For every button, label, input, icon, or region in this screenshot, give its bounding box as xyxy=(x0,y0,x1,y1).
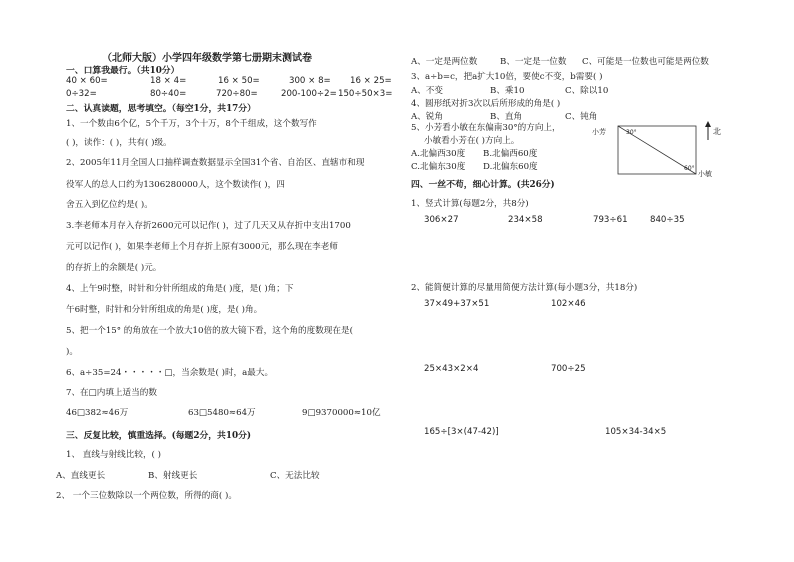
fill-item: 9□9370000≈10亿 xyxy=(302,408,381,418)
option: B、射线更长 xyxy=(148,471,198,481)
north-label: 北 xyxy=(713,127,721,136)
option: A、直线更长 xyxy=(56,471,106,481)
option: A、不变 xyxy=(411,86,443,96)
calc-item: 37×49+37×51 xyxy=(424,299,490,309)
option: C、钝角 xyxy=(565,112,598,122)
option: B.北偏西60度 xyxy=(483,149,538,159)
calc-item: 840÷35 xyxy=(650,215,685,225)
direction-diagram xyxy=(588,118,728,180)
option: C.北偏东30度 xyxy=(411,162,466,172)
option: C、可能是一位数也可能是两位数 xyxy=(582,57,709,67)
option: D.北偏东60度 xyxy=(483,162,538,172)
question-text: 6、a÷35=24・・・・・□，当余数是( )时，a最大。 xyxy=(66,368,274,378)
calc-item: 700÷25 xyxy=(551,364,586,374)
calc-item: 25×43×2×4 xyxy=(424,364,479,374)
question-text: 1、一个数由6个亿，5个千万，3个十万，8个千组成，这个数写作 xyxy=(66,119,317,129)
question-text: ( )，读作：( )，共有( )级。 xyxy=(66,138,172,148)
option: C、无法比较 xyxy=(270,471,320,481)
page-title: （北师大版）小学四年级数学第七册期末测试卷 xyxy=(102,53,312,64)
north-arrowhead-icon xyxy=(705,121,711,127)
oral-item: 16 × 25= xyxy=(350,76,392,86)
sec3-heading: 三、反复比较，慎重选择。(每题2分，共10分) xyxy=(66,431,252,441)
question-text: 4、上午9时整，时针和分针所组成的角是( )度，是( )角；下 xyxy=(66,284,294,294)
option: A、锐角 xyxy=(411,112,443,122)
oral-item: 40 × 60= xyxy=(66,76,108,86)
oral-item: 200-100÷2= xyxy=(281,89,337,99)
question-text: 2、 一个三位数除以一个两位数，所得的商( )。 xyxy=(56,491,237,501)
fill-item: 63□5480≈64万 xyxy=(188,408,256,418)
question-text: 2、2005年11月全国人口抽样调查数据显示全国31个省、自治区、直辖市和现 xyxy=(66,158,365,168)
fill-item: 46□382≈46万 xyxy=(66,408,129,418)
calc-item: 793÷61 xyxy=(593,215,628,225)
question-text: 元可以记作( )，如果李老师上个月存折上原有3000元，那么现在李老师 xyxy=(66,242,338,252)
angle-bottom-label: 60° xyxy=(684,165,695,172)
question-text: 7、在□内填上适当的数 xyxy=(66,388,157,398)
oral-item: 300 × 8= xyxy=(289,76,331,86)
question-text: 1、 直线与射线比较，( ) xyxy=(66,450,161,460)
calc-item: 102×46 xyxy=(551,299,586,309)
xiaofang-label: 小芳 xyxy=(592,128,606,136)
calc-item: 234×58 xyxy=(508,215,543,225)
question-text: )。 xyxy=(66,347,78,357)
question-text: 舍五入到亿位约是( )。 xyxy=(66,200,153,210)
oral-item: 150÷50×3= xyxy=(338,89,393,99)
oral-item: 80÷40= xyxy=(150,89,187,99)
oral-item: 720÷80= xyxy=(216,89,258,99)
part-title: 1、竖式计算(每题2分，共8分) xyxy=(411,199,529,209)
calc-item: 105×34-34×5 xyxy=(605,427,667,437)
sec1-heading: 一、口算我最行。（共10分） xyxy=(66,66,180,76)
question-text: 4、圆形纸对折3次以后所形成的角是( ) xyxy=(411,99,561,109)
part-title: 2、能简便计算的尽量用简便方法计算(每小题3分，共18分) xyxy=(411,283,638,293)
question-text: 3.李老师本月存入存折2600元可以记作( )，过了几天又从存折中支出1700 xyxy=(66,221,351,231)
question-text: 午6时整，时针和分针所组成的角是( )度，是( )角。 xyxy=(66,305,263,315)
sec4-heading: 四、一丝不苟，细心计算。(共26分) xyxy=(411,180,555,190)
calc-item: 165÷[3×(47-42)] xyxy=(424,427,499,437)
question-text: 5、把一个15° 的角放在一个放大10倍的放大镜下看，这个角的度数现在是( xyxy=(66,326,353,336)
question-text: 3、a÷b=c，把a扩大10倍，要使c不变，b需要( ) xyxy=(411,72,603,82)
option: C、除以10 xyxy=(565,86,609,96)
xiaomin-label: 小敏 xyxy=(698,170,712,178)
option: B、直角 xyxy=(490,112,523,122)
oral-item: 16 × 50= xyxy=(218,76,260,86)
sec2-heading: 二、认真读题，思考填空。（每空1分，共17分） xyxy=(66,104,256,114)
question-text: 小敏看小芳在( )方向上。 xyxy=(424,136,520,146)
angle-top-label: 30° xyxy=(626,129,637,136)
option: A、一定是两位数 xyxy=(411,57,478,67)
option: A.北偏西30度 xyxy=(411,149,466,159)
oral-item: 18 × 4= xyxy=(150,76,187,86)
question-text: 5、小芳看小敏在东偏南30°的方向上， xyxy=(411,123,561,133)
option: B、一定是一位数 xyxy=(500,57,567,67)
question-text: 的存折上的余额是( )元。 xyxy=(66,263,162,273)
option: B、乘10 xyxy=(490,86,525,96)
question-text: 役军人的总人口约为1306280000人，这个数读作( )，四 xyxy=(66,180,285,190)
oral-item: 0÷32= xyxy=(66,89,97,99)
calc-item: 306×27 xyxy=(424,215,459,225)
